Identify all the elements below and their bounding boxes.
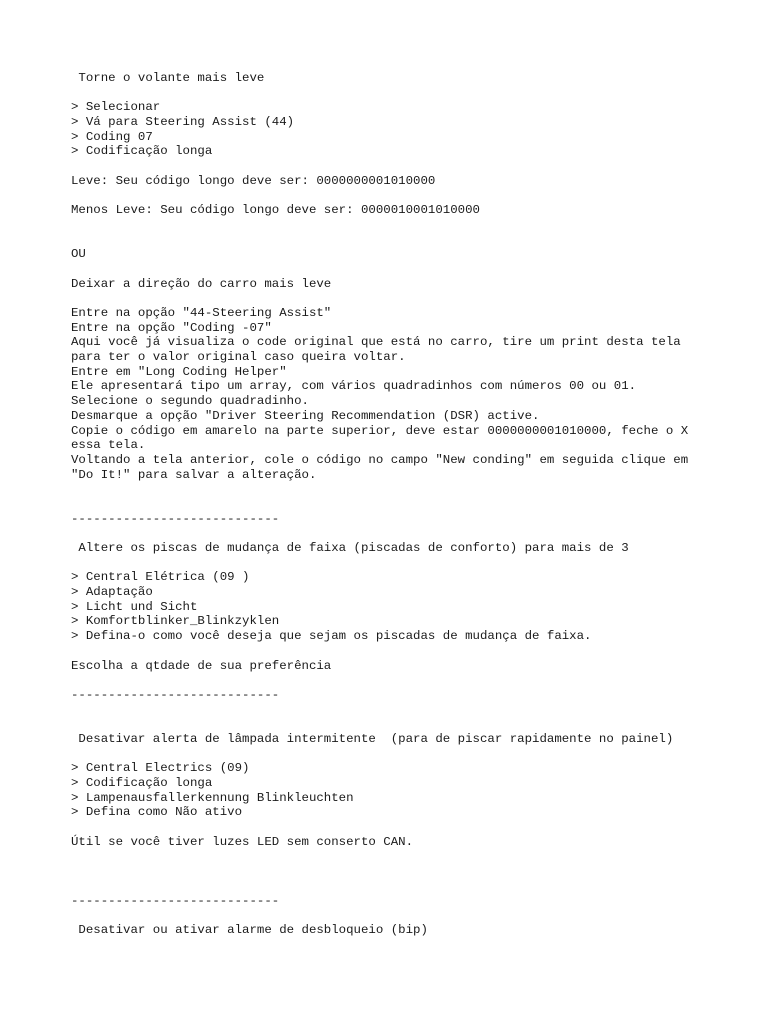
text-line: > Selecionar <box>71 100 161 115</box>
text-line: Altere os piscas de mudança de faixa (piscadas de conforto) para mais de 3 <box>71 541 629 556</box>
section-title-unlock-alarm <box>71 923 731 938</box>
text-line: > Lampenausfallerkennung Blinkleuchten <box>71 790 354 805</box>
text-line: > Adaptação <box>71 585 153 600</box>
section-title-blinker <box>71 541 731 556</box>
text-line: > Codificação longa <box>71 776 213 791</box>
text-line: Deixar a direção do carro mais leve <box>71 276 332 291</box>
divider <box>71 688 731 703</box>
text-line: para ter o valor original caso queira voltar. <box>71 350 406 365</box>
lamp-alert-note <box>71 835 731 850</box>
text-line: Menos Leve: Seu código longo deve ser: 0000010001010000 <box>71 203 480 218</box>
text-line: Aqui você já visualiza o code original que está no carro, tire um print desta tela <box>71 335 681 350</box>
text-line: > Komfortblinker_Blinkzyklen <box>71 614 280 629</box>
text-line: Entre em "Long Coding Helper" <box>71 364 287 379</box>
text-line: > Vá para Steering Assist (44) <box>71 115 295 130</box>
blinker-menu-path <box>71 570 731 643</box>
text-line: Desativar alerta de lâmpada intermitente (para de piscar rapidamente no painel) <box>71 731 674 746</box>
text-line: > Defina como Não ativo <box>71 805 243 820</box>
text-line: ---------------------------- <box>71 687 280 702</box>
direction-instructions <box>71 306 731 482</box>
text-line: Selecione o segundo quadradinho. <box>71 394 309 409</box>
text-line: > Defina-o como você deseja que sejam os piscadas de mudança de faixa. <box>71 629 592 644</box>
text-line: Escolha a qtdade de sua preferência <box>71 658 332 673</box>
blinker-note <box>71 659 731 674</box>
divider <box>71 894 731 909</box>
text-line: Desmarque a opção "Driver Steering Recommendation (DSR) active. <box>71 408 540 423</box>
document-page <box>71 71 731 938</box>
text-line: > Coding 07 <box>71 129 153 144</box>
text-line: Leve: Seu código longo deve ser: 0000000001010000 <box>71 173 436 188</box>
text-line: Voltando a tela anterior, cole o código no campo "New conding" em seguida clique em <box>71 452 689 467</box>
lamp-alert-menu-path <box>71 761 731 820</box>
section-title-steering <box>71 71 731 86</box>
or-separator <box>71 247 731 262</box>
divider <box>71 512 731 527</box>
less-light-code <box>71 203 731 218</box>
text-line: OU <box>71 247 86 262</box>
text-line: > Codificação longa <box>71 144 213 159</box>
text-line: Entre na opção "44-Steering Assist" <box>71 306 332 321</box>
section-title-direction <box>71 277 731 292</box>
text-line: "Do It!" para salvar a alteração. <box>71 467 317 482</box>
text-line: Útil se você tiver luzes LED sem conserto CAN. <box>71 834 414 849</box>
text-line: ---------------------------- <box>71 511 280 526</box>
text-line: > Licht und Sicht <box>71 599 198 614</box>
steering-menu-path <box>71 100 731 159</box>
text-line: ---------------------------- <box>71 893 280 908</box>
text-line: Copie o código em amarelo na parte superior, deve estar 0000000001010000, feche o X <box>71 423 689 438</box>
text-line: essa tela. <box>71 438 146 453</box>
section-title-lamp-alert <box>71 732 731 747</box>
text-line: > Central Electrics (09) <box>71 761 250 776</box>
text-line: Ele apresentará tipo um array, com vários quadradinhos com números 00 ou 01. <box>71 379 637 394</box>
light-code <box>71 174 731 189</box>
text-line: Entre na opção "Coding -07" <box>71 320 272 335</box>
text-line: > Central Elétrica (09 ) <box>71 570 250 585</box>
text-line: Desativar ou ativar alarme de desbloqueio (bip) <box>71 922 428 937</box>
text-line: Torne o volante mais leve <box>71 71 265 85</box>
